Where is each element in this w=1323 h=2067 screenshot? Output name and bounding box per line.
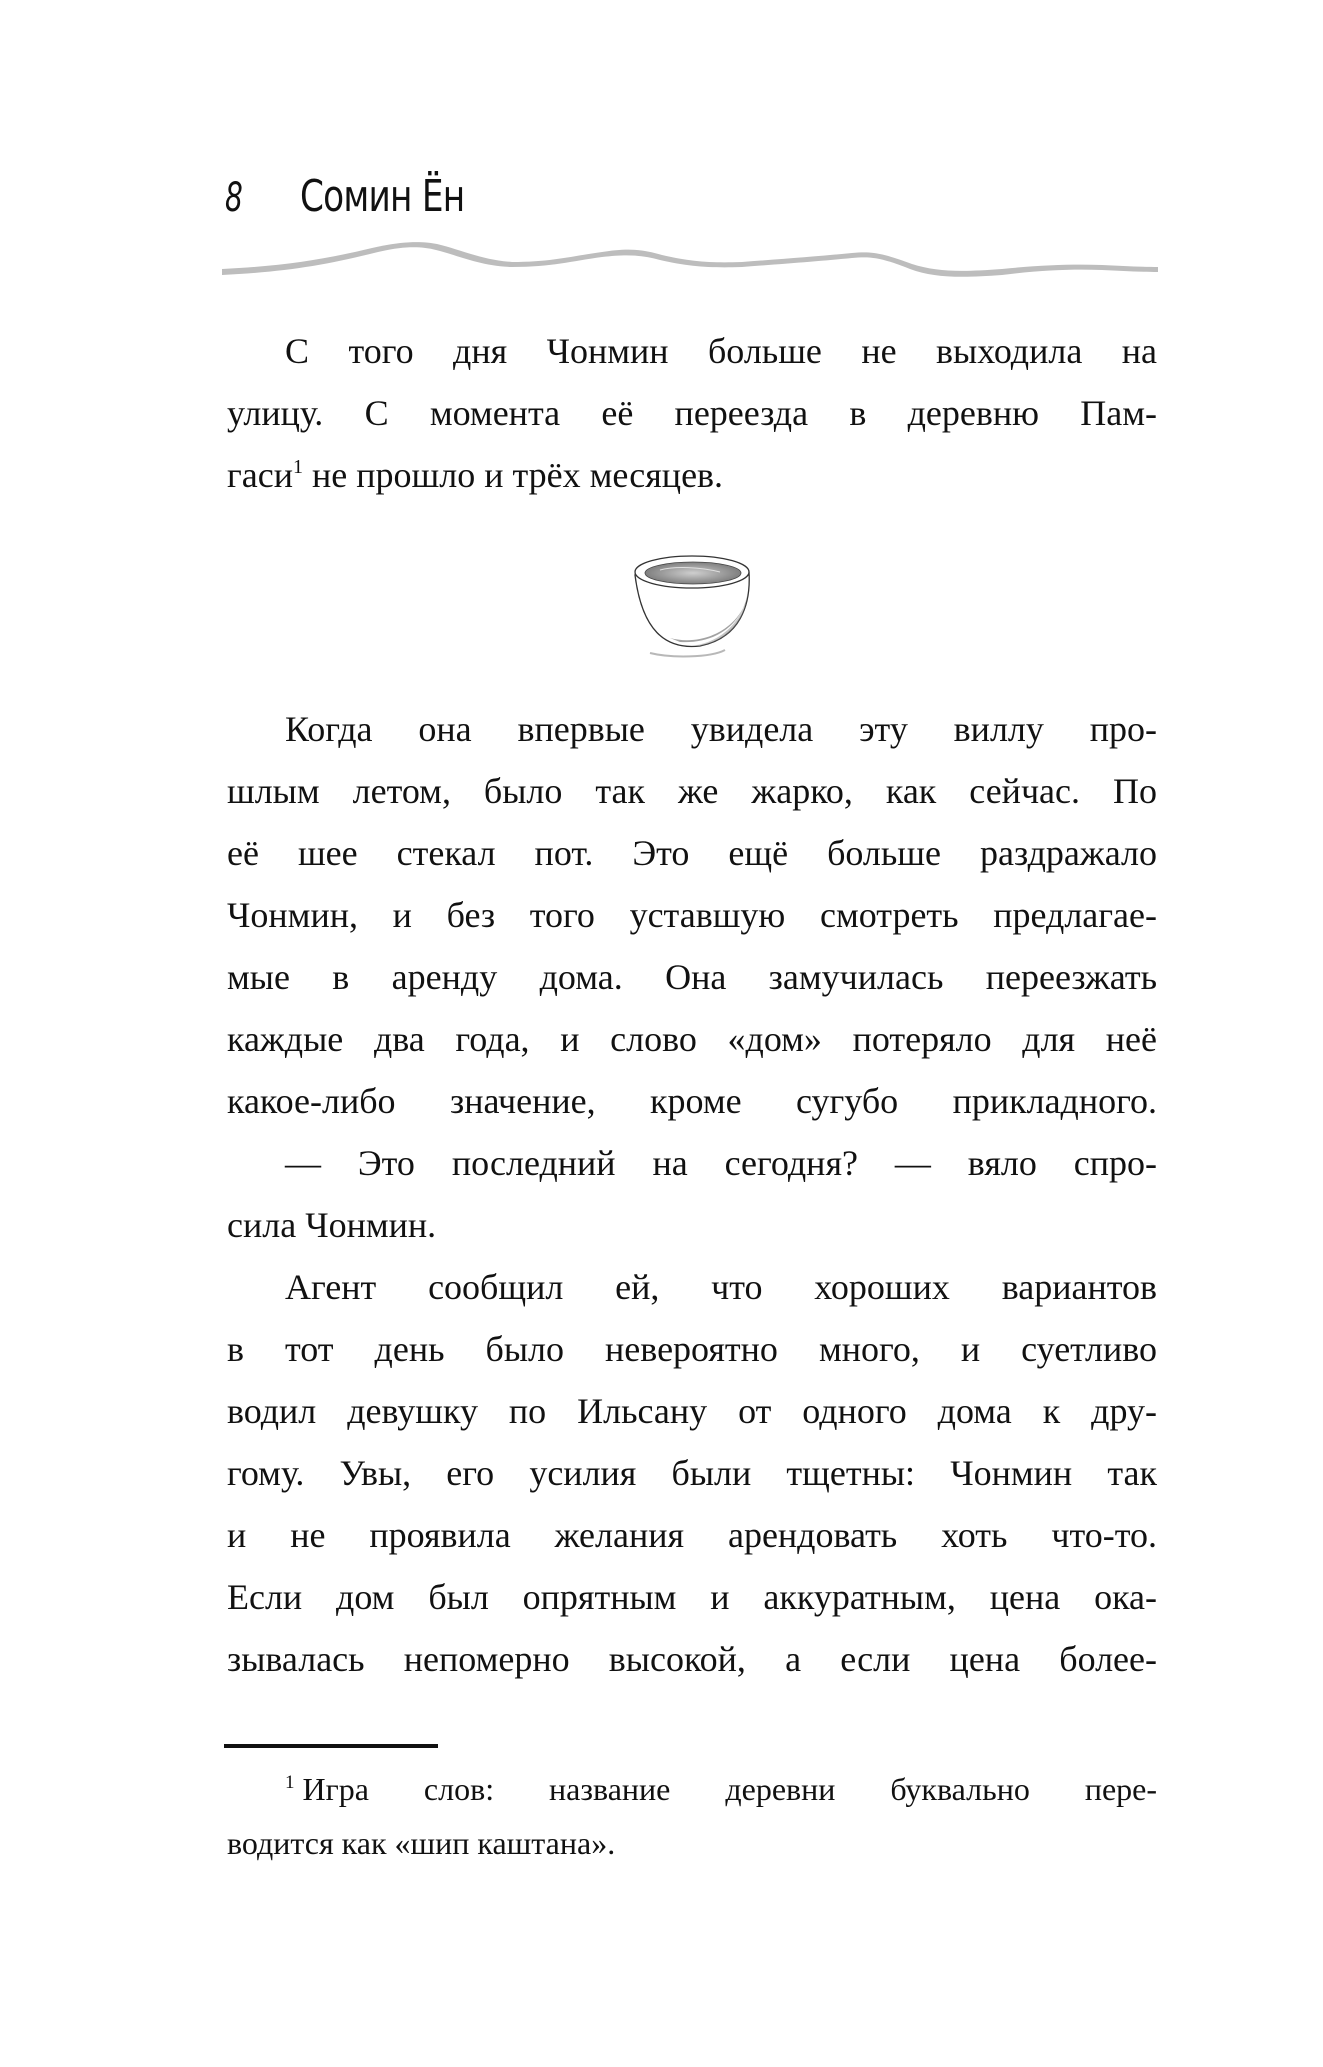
paragraph-2-line-1: Когда она впервые увидела эту виллу про- xyxy=(285,709,1157,749)
footnote-separator xyxy=(224,1744,438,1748)
paragraph-3-line-5: и не проявила желания арендовать хоть что-то. xyxy=(227,1515,1157,1555)
footnote-reference[interactable]: 1 xyxy=(293,456,303,478)
paragraph-2-line-7: какое-либо значение, кроме сугубо прикладного. xyxy=(227,1081,1157,1121)
paragraph-3-line-6: Если дом был опрятным и аккуратным, цена ока- xyxy=(227,1577,1157,1617)
bowl-illustration-icon xyxy=(630,550,754,660)
footnote-1-line-2: водится как «шип каштана». xyxy=(227,1825,616,1861)
paragraph-1-line-3 xyxy=(227,457,1157,493)
paragraph-2-line-6: каждые два года, и слово «дом» потеряло для неё xyxy=(227,1019,1157,1059)
footnote-marker: 1 xyxy=(285,1772,295,1793)
paragraph-2-line-5: мые в аренду дома. Она замучилась переезжать xyxy=(227,957,1157,997)
paragraph-3-line-3: водил девушку по Ильсану от одного дома к дру- xyxy=(227,1391,1157,1431)
wavy-divider-icon xyxy=(222,236,1162,280)
paragraph-1-line-2: улицу. С момента её переезда в деревню Пам- xyxy=(227,393,1157,433)
page-number: 8 xyxy=(225,175,243,221)
paragraph-2-line-2: шлым летом, было так же жарко, как сейчас. По xyxy=(227,771,1157,811)
paragraph-3-line-4: гому. Увы, его усилия были тщетны: Чонмин так xyxy=(227,1453,1157,1493)
running-head-author: Сомин Ён xyxy=(300,171,465,222)
paragraph-2-line-4: Чонмин, и без того уставшую смотреть предлагае- xyxy=(227,895,1157,935)
footnote-1-line-1 xyxy=(285,1773,1157,1805)
dialogue-line-2: сила Чонмин. xyxy=(227,1205,437,1245)
paragraph-3-line-1: Агент сообщил ей, что хороших вариантов xyxy=(285,1267,1157,1307)
paragraph-1-text-end: не прошло и трёх месяцев. xyxy=(303,455,724,495)
paragraph-1-line-1: С того дня Чонмин больше не выходила на xyxy=(285,331,1157,371)
footnote-1-text: Игра слов: название деревни буквально пере- xyxy=(302,1771,1157,1807)
paragraph-1-text: гаси xyxy=(227,455,293,495)
dialogue-line-1: — Это последний на сегодня? — вяло спро- xyxy=(285,1143,1157,1183)
paragraph-3-line-2: в тот день было невероятно много, и суетливо xyxy=(227,1329,1157,1369)
paragraph-2-line-3: её шее стекал пот. Это ещё больше раздражало xyxy=(227,833,1157,873)
paragraph-3-line-7: зывалась непомерно высокой, а если цена более- xyxy=(227,1639,1157,1679)
